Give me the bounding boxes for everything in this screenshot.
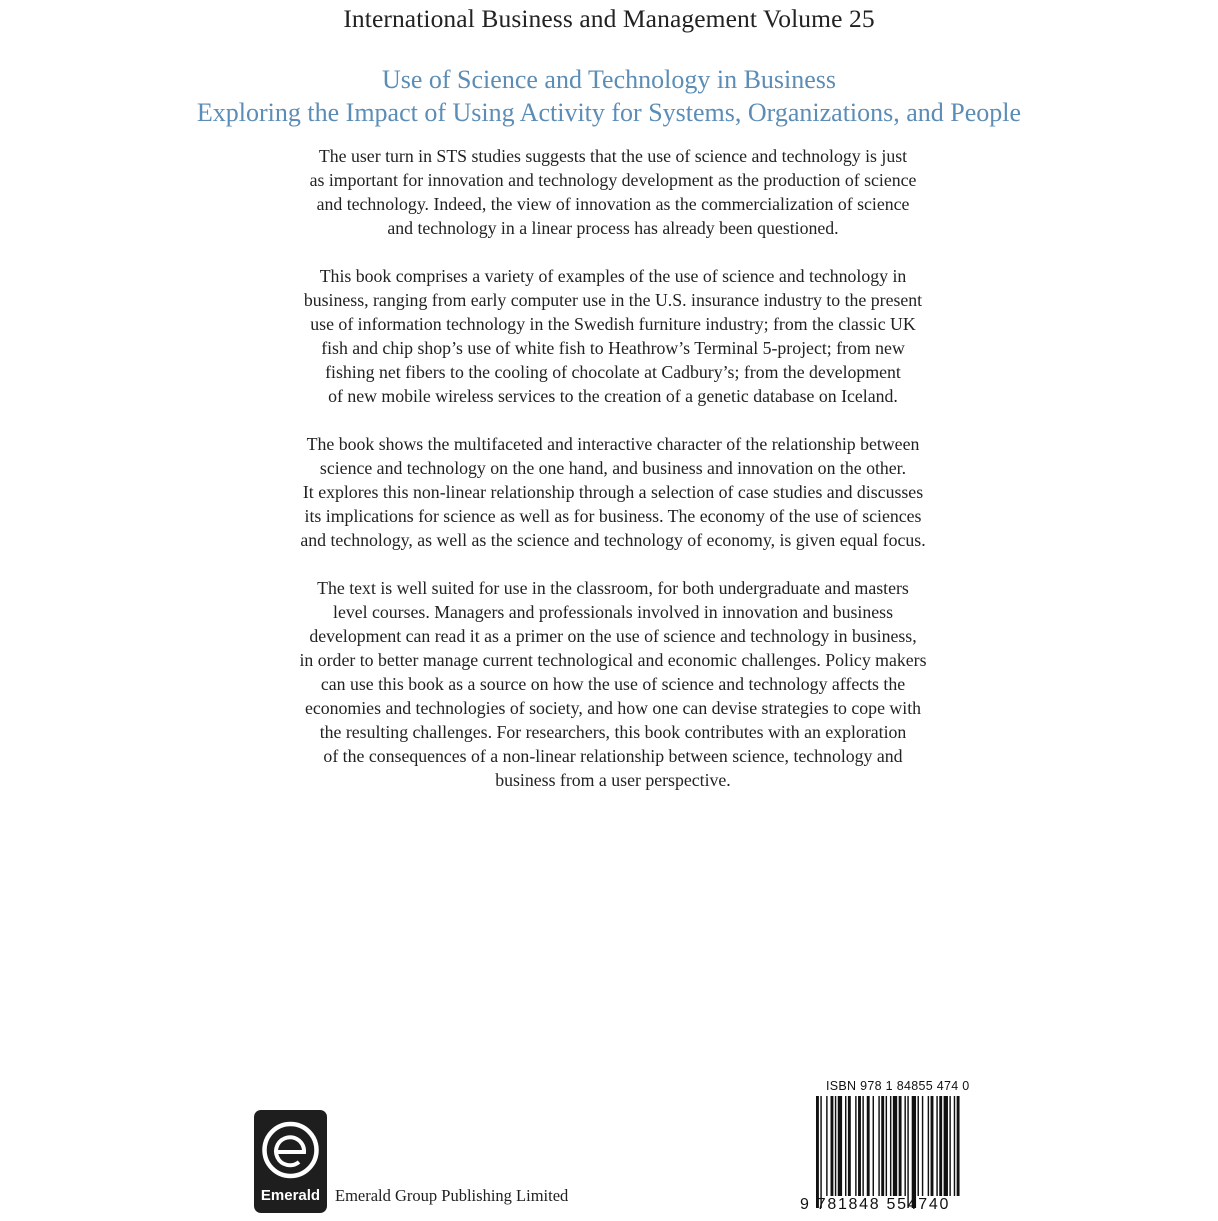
barcode-bar — [949, 1096, 950, 1196]
barcode-digits: 9 781848 554740 — [800, 1196, 951, 1213]
blurb-line: The user turn in STS studies suggests that the use of science and technology is just — [318, 146, 908, 166]
blurb-line: The text is well suited for use in the classroom, for both undergraduate and masters — [317, 578, 909, 598]
blurb-line: as important for innovation and technology development as the production of science — [309, 170, 917, 190]
barcode-bar — [816, 1096, 819, 1208]
barcode-bar — [835, 1096, 836, 1196]
blurb-line: its implications for science as well as for business. The economy of the use of sciences — [304, 506, 922, 526]
barcode-bar — [931, 1096, 934, 1196]
blurb — [200, 144, 1026, 816]
barcode-bar — [954, 1096, 955, 1196]
barcode-bar — [936, 1096, 937, 1196]
barcode-bar — [918, 1096, 919, 1196]
book-subtitle: Exploring the Impact of Using Activity for Systems, Organizations, and People — [196, 98, 1022, 127]
barcode-bar — [855, 1096, 856, 1196]
barcode-bar — [873, 1096, 874, 1196]
barcode-bar — [881, 1096, 884, 1196]
emerald-logo — [254, 1110, 327, 1213]
barcode-bar — [944, 1096, 948, 1196]
barcode-bar — [939, 1096, 942, 1196]
emerald-logo-word: Emerald — [260, 1187, 321, 1204]
barcode-bar — [907, 1096, 908, 1208]
blurb-line: and technology, as well as the science and technology of economy, is given equal focus. — [300, 530, 926, 550]
barcode-bar — [922, 1096, 923, 1196]
barcode-bar — [890, 1096, 891, 1196]
barcode-bar — [912, 1096, 916, 1208]
barcode-bar — [878, 1096, 879, 1196]
blurb-line: It explores this non-linear relationship through a selection of case studies and discusses — [302, 482, 924, 502]
blurb-line: economies and technologies of society, and how one can devise strategies to cope with — [304, 698, 922, 718]
barcode-bar — [893, 1096, 897, 1196]
blurb-paragraph — [200, 576, 1026, 792]
barcode-bar — [831, 1096, 834, 1196]
publisher-name: Emerald Group Publishing Limited — [335, 1186, 569, 1205]
barcode-bar — [838, 1096, 842, 1196]
isbn-label: ISBN 978 1 84855 474 0 — [826, 1079, 970, 1093]
blurb-line: business, ranging from early computer use in the U.S. insurance industry to the present — [303, 290, 923, 310]
blurb-line: and technology. Indeed, the view of innovation as the commercialization of science — [316, 194, 910, 214]
barcode-bar — [848, 1096, 851, 1196]
barcode-bar — [862, 1096, 863, 1196]
blurb-line: of the consequences of a non-linear relationship between science, technology and — [323, 746, 903, 766]
blurb-line: fishing net fibers to the cooling of chocolate at Cadbury’s; from the development — [325, 362, 901, 382]
book-title: Use of Science and Technology in Business — [381, 65, 837, 94]
barcode-bar — [820, 1096, 821, 1208]
blurb-line: the resulting challenges. For researchers, this book contributes with an exploration — [319, 722, 907, 742]
blurb-line: and technology in a linear process has already been questioned. — [387, 218, 839, 238]
blurb-line: business from a user perspective. — [495, 770, 731, 790]
barcode-bar — [904, 1096, 905, 1196]
barcode-bar — [826, 1096, 827, 1196]
blurb-paragraph — [200, 264, 1026, 408]
blurb-line: The book shows the multifaceted and interactive character of the relationship between — [306, 434, 920, 454]
blurb-paragraph — [200, 432, 1026, 552]
blurb-line: of new mobile wireless services to the creation of a genetic database on Iceland. — [328, 386, 898, 406]
blurb-line: This book comprises a variety of examples of the use of science and technology in — [319, 266, 907, 286]
blurb-line: can use this book as a source on how the use of science and technology affects the — [320, 674, 906, 694]
barcode-bar — [845, 1096, 846, 1196]
blurb-line: in order to better manage current technological and economic challenges. Policy makers — [299, 650, 927, 670]
barcode-bar — [899, 1096, 902, 1196]
blurb-paragraph — [200, 144, 1026, 240]
blurb-line: science and technology on the one hand, and business and innovation on the other. — [319, 458, 907, 478]
barcode-bar — [957, 1096, 960, 1196]
barcode-bar — [928, 1096, 929, 1196]
barcode-bar — [867, 1096, 870, 1196]
book-title-block — [0, 63, 1218, 129]
blurb-line: use of information technology in the Swedish furniture industry; from the classic UK — [310, 314, 916, 334]
barcode-bar — [886, 1096, 887, 1196]
series-title: International Business and Management Volume 25 — [343, 4, 875, 33]
barcode-bar — [858, 1096, 861, 1196]
blurb-line: development can read it as a primer on the use of science and technology in business, — [309, 626, 917, 646]
blurb-line: fish and chip shop’s use of white fish to Heathrow’s Terminal 5-project; from new — [321, 338, 905, 358]
blurb-line: level courses. Managers and professionals involved in innovation and business — [333, 602, 893, 622]
